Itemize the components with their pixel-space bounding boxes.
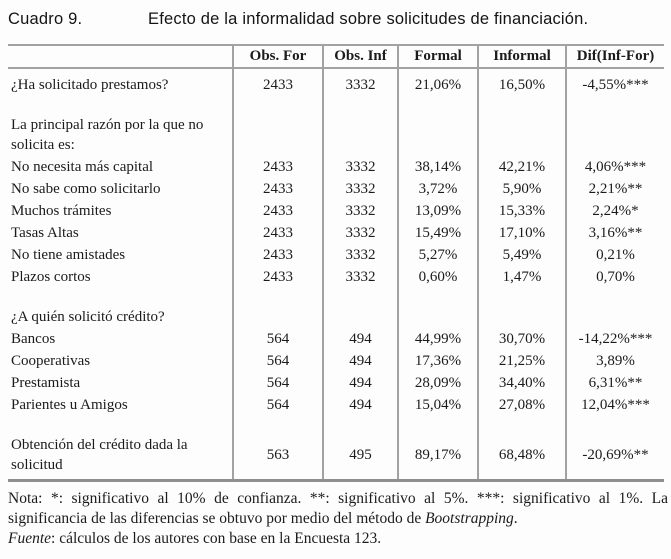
- value-cell: 15,49%: [398, 222, 478, 244]
- row-label: [8, 416, 233, 434]
- value-cell: [566, 416, 664, 434]
- value-cell: [566, 306, 664, 328]
- value-cell: 15,04%: [398, 394, 478, 416]
- section-label: ¿A quién solicitó crédito?: [11, 309, 165, 325]
- value-cell: [478, 96, 566, 114]
- value-cell: 30,70%: [478, 328, 566, 350]
- value-cell: [478, 288, 566, 306]
- row-label: No sabe como solicitarlo: [11, 181, 161, 197]
- value-cell: 4,06%***: [566, 156, 664, 178]
- note-part2: .: [513, 510, 518, 527]
- value-cell: [233, 96, 323, 114]
- value-cell: [398, 114, 478, 156]
- row-label: Muchos trámites: [11, 203, 112, 219]
- value-cell: 17,10%: [478, 222, 566, 244]
- row-label: Prestamista: [11, 375, 81, 391]
- value-cell: [566, 96, 664, 114]
- section-label: La principal razón por la que no solicita es:: [11, 117, 204, 153]
- value-cell: 2,24%*: [566, 200, 664, 222]
- col-header-obs-inf: Obs. Inf: [323, 45, 398, 68]
- value-cell: 2433: [233, 222, 323, 244]
- value-cell: [566, 114, 664, 156]
- note-part1: Nota: *: significativo al 10% de confianza. **: significativo al 5%. ***: significativo al 1%. La significancia de las diferencias se obtuvo por medio del método de: [8, 490, 668, 527]
- results-table: [8, 44, 664, 482]
- value-cell: [398, 288, 478, 306]
- row-label: Bancos: [11, 331, 56, 347]
- value-cell: [233, 306, 323, 328]
- value-cell: 564: [233, 372, 323, 394]
- row-label: ¿Ha solicitado prestamos?: [11, 77, 169, 93]
- value-cell: [478, 416, 566, 434]
- value-cell: 16,50%: [478, 68, 566, 96]
- value-cell: 495: [323, 434, 398, 481]
- table-row: [8, 328, 664, 350]
- value-cell: 0,21%: [566, 244, 664, 266]
- value-cell: 12,04%***: [566, 394, 664, 416]
- value-cell: 2,21%**: [566, 178, 664, 200]
- value-cell: 494: [323, 372, 398, 394]
- value-cell: 3,72%: [398, 178, 478, 200]
- table-header: [8, 45, 664, 68]
- table-row: [8, 434, 664, 481]
- value-cell: 1,47%: [478, 266, 566, 288]
- table-row: [8, 244, 664, 266]
- row-label: Parientes u Amigos: [11, 397, 128, 413]
- value-cell: 2433: [233, 178, 323, 200]
- value-cell: 5,27%: [398, 244, 478, 266]
- value-cell: 17,36%: [398, 350, 478, 372]
- value-cell: 564: [233, 328, 323, 350]
- row-label: No tiene amistades: [11, 247, 126, 263]
- value-cell: [478, 306, 566, 328]
- value-cell: 563: [233, 434, 323, 481]
- value-cell: 2433: [233, 68, 323, 96]
- value-cell: 28,09%: [398, 372, 478, 394]
- col-header-empty: [8, 45, 233, 68]
- value-cell: -20,69%**: [566, 434, 664, 481]
- col-header-formal: Formal: [398, 45, 478, 68]
- row-label: No necesita más capital: [11, 159, 154, 175]
- value-cell: 3332: [323, 200, 398, 222]
- value-cell: [233, 416, 323, 434]
- value-cell: 21,06%: [398, 68, 478, 96]
- source-text: [8, 529, 668, 549]
- value-cell: [323, 96, 398, 114]
- section-row: [8, 114, 664, 156]
- table-caption-number: Cuadro 9.: [8, 10, 83, 28]
- col-header-informal: Informal: [478, 45, 566, 68]
- value-cell: 494: [323, 328, 398, 350]
- notes-block: [8, 489, 668, 549]
- table-body: [8, 68, 664, 481]
- value-cell: [398, 96, 478, 114]
- value-cell: -4,55%***: [566, 68, 664, 96]
- table-row: [8, 394, 664, 416]
- value-cell: [323, 114, 398, 156]
- value-cell: 3332: [323, 222, 398, 244]
- table-row: [8, 222, 664, 244]
- value-cell: 494: [323, 350, 398, 372]
- table-row: [8, 266, 664, 288]
- value-cell: 89,17%: [398, 434, 478, 481]
- header-row: [8, 45, 664, 68]
- table-row: [8, 200, 664, 222]
- value-cell: 42,21%: [478, 156, 566, 178]
- value-cell: 3332: [323, 266, 398, 288]
- value-cell: 15,33%: [478, 200, 566, 222]
- fuente-body: : cálculos de los autores con base en la Encuesta 123.: [51, 530, 382, 547]
- fuente-label-italic: Fuente: [8, 530, 52, 547]
- value-cell: 21,25%: [478, 350, 566, 372]
- value-cell: 0,70%: [566, 266, 664, 288]
- value-cell: 3332: [323, 178, 398, 200]
- value-cell: 13,09%: [398, 200, 478, 222]
- table-row: [8, 372, 664, 394]
- value-cell: [398, 306, 478, 328]
- col-header-obs-for: Obs. For: [233, 45, 323, 68]
- table-row: [8, 68, 664, 96]
- value-cell: 68,48%: [478, 434, 566, 481]
- value-cell: 494: [323, 394, 398, 416]
- table-row: [8, 178, 664, 200]
- row-label: Plazos cortos: [11, 269, 91, 285]
- value-cell: 3332: [323, 68, 398, 96]
- value-cell: 0,60%: [398, 266, 478, 288]
- value-cell: 2433: [233, 266, 323, 288]
- value-cell: 3332: [323, 156, 398, 178]
- value-cell: [323, 288, 398, 306]
- value-cell: 2433: [233, 156, 323, 178]
- value-cell: 2433: [233, 200, 323, 222]
- table-caption: [8, 8, 665, 29]
- row-label: Obtención del crédito dada la solicitud: [11, 437, 188, 473]
- value-cell: 44,99%: [398, 328, 478, 350]
- value-cell: 2433: [233, 244, 323, 266]
- table-row: [8, 156, 664, 178]
- value-cell: 564: [233, 350, 323, 372]
- value-cell: [566, 288, 664, 306]
- spacer-row: [8, 288, 664, 306]
- row-label: [8, 96, 233, 114]
- value-cell: 38,14%: [398, 156, 478, 178]
- note-text: [8, 489, 668, 529]
- section-row: [8, 306, 664, 328]
- value-cell: [323, 306, 398, 328]
- value-cell: 27,08%: [478, 394, 566, 416]
- value-cell: 5,49%: [478, 244, 566, 266]
- col-header-dif: Dif(Inf-For): [566, 45, 664, 68]
- value-cell: 3,89%: [566, 350, 664, 372]
- value-cell: [398, 416, 478, 434]
- value-cell: 3,16%**: [566, 222, 664, 244]
- note-bootstrapping-italic: Bootstrapping: [425, 510, 514, 527]
- table-caption-title: Efecto de la informalidad sobre solicitudes de financiación.: [148, 10, 589, 28]
- spacer-row: [8, 96, 664, 114]
- value-cell: [323, 416, 398, 434]
- value-cell: 564: [233, 394, 323, 416]
- value-cell: 5,90%: [478, 178, 566, 200]
- value-cell: [478, 114, 566, 156]
- value-cell: 3332: [323, 244, 398, 266]
- row-label: Cooperativas: [11, 353, 91, 369]
- value-cell: 6,31%**: [566, 372, 664, 394]
- value-cell: [233, 114, 323, 156]
- row-label: [8, 288, 233, 306]
- value-cell: [233, 288, 323, 306]
- table-row: [8, 350, 664, 372]
- spacer-row: [8, 416, 664, 434]
- value-cell: -14,22%***: [566, 328, 664, 350]
- value-cell: 34,40%: [478, 372, 566, 394]
- row-label: Tasas Altas: [11, 225, 79, 241]
